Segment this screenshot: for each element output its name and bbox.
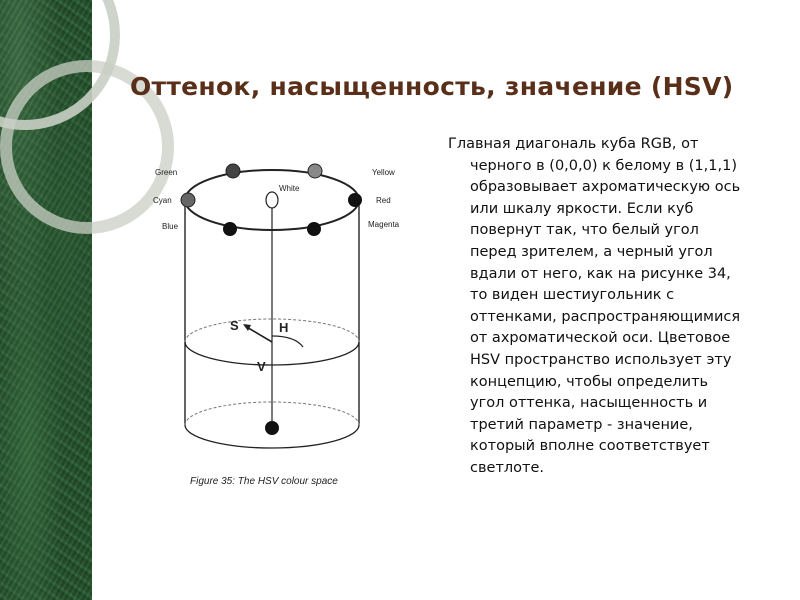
hsv-diagram xyxy=(145,150,435,499)
label-red: Red xyxy=(376,196,391,205)
label-s: S xyxy=(230,318,239,333)
blue-dot xyxy=(223,222,237,236)
white-dot xyxy=(266,192,278,208)
hue-arc xyxy=(272,336,303,347)
black-dot xyxy=(265,421,279,435)
green-dot xyxy=(226,164,240,178)
label-blue: Blue xyxy=(162,222,179,231)
body-line: который вполне соответствует xyxy=(470,438,710,455)
body-paragraph xyxy=(448,134,780,480)
red-dot xyxy=(348,193,362,207)
cyan-dot xyxy=(181,193,195,207)
label-green: Green xyxy=(155,168,178,177)
body-line: третий параметр - значение, xyxy=(470,416,693,433)
figure-caption: Figure 35: The HSV colour space xyxy=(190,476,338,487)
label-h: H xyxy=(279,320,289,335)
body-line: от ахроматической оси. Цветовое xyxy=(470,330,731,347)
body-line: светлоте. xyxy=(470,459,545,476)
body-line: угол оттенка, насыщенность и xyxy=(470,395,708,412)
label-white: White xyxy=(279,184,300,193)
body-line: вдали от него, как на рисунке 34, xyxy=(470,265,731,282)
body-line: черного в (0,0,0) к белому в (1,1,1) xyxy=(470,157,737,174)
body-line: или шкалу яркости. Если куб xyxy=(470,200,694,217)
slide-title: Оттенок, насыщенность, значение (HSV) xyxy=(130,72,734,101)
magenta-dot xyxy=(307,222,321,236)
yellow-dot xyxy=(308,164,322,178)
body-line: образовывает ахроматическую ось xyxy=(470,179,741,196)
body-line: перед зрителем, а черный угол xyxy=(470,243,713,260)
label-magenta: Magenta xyxy=(368,220,400,229)
body-line: HSV пространство использует эту xyxy=(470,351,732,368)
body-line: Главная диагональ куба RGB, от xyxy=(448,136,699,152)
body-line: оттенками, распространяющимися xyxy=(470,308,741,325)
label-cyan: Cyan xyxy=(153,196,172,205)
body-line: концепцию, чтобы определить xyxy=(470,373,709,390)
label-v: V xyxy=(257,359,266,374)
saturation-arrowhead xyxy=(243,324,251,331)
body-line: повернут так, что белый угол xyxy=(470,222,699,239)
body-line: то виден шестиугольник с xyxy=(470,287,675,304)
label-yellow: Yellow xyxy=(372,168,395,177)
